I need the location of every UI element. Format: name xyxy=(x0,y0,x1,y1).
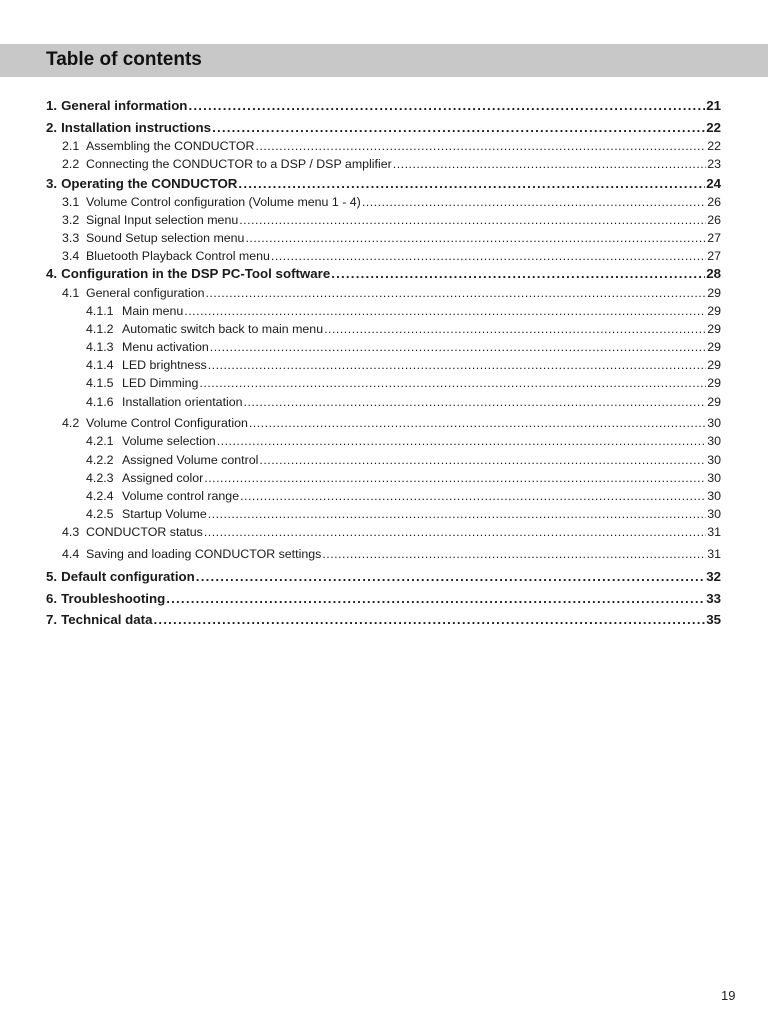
toc-entry-page: 23 xyxy=(707,157,721,171)
toc-entry-4-1-5[interactable] xyxy=(86,376,721,390)
dot-leader xyxy=(204,471,706,485)
toc-entry-number: 5. xyxy=(46,569,58,584)
toc-entry-label: Assigned Volume control xyxy=(122,453,259,467)
toc-entry-label: Assembling the CONDUCTOR xyxy=(86,139,255,153)
toc-entry-page: 30 xyxy=(707,507,721,521)
toc-entry-number: 4.2.3 xyxy=(86,471,114,485)
dot-leader xyxy=(217,434,707,448)
toc-entry-label: General configuration xyxy=(86,286,205,300)
toc-entry-label: LED brightness xyxy=(122,358,207,372)
toc-entry-page: 29 xyxy=(707,340,721,354)
toc-entry-6[interactable] xyxy=(46,591,721,606)
toc-entry-1[interactable] xyxy=(46,98,721,113)
toc-entry-number: 4.1.1 xyxy=(86,304,114,318)
dot-leader xyxy=(199,376,706,390)
toc-entry-number: 4.3 xyxy=(62,525,80,539)
toc-entry-number: 1. xyxy=(46,98,58,113)
toc-entry-label: Volume selection xyxy=(122,434,216,448)
toc-entry-page: 22 xyxy=(706,120,721,135)
page-number: 19 xyxy=(721,988,736,1003)
toc-entry-3[interactable] xyxy=(46,176,721,191)
toc-entry-number: 2.1 xyxy=(62,139,80,153)
toc-entry-2-1[interactable] xyxy=(62,139,721,153)
toc-entry-label: Configuration in the DSP PC-Tool software xyxy=(61,266,331,281)
toc-entry-page: 30 xyxy=(707,434,721,448)
toc-entry-page: 26 xyxy=(707,213,721,227)
toc-entry-4-2-3[interactable] xyxy=(86,471,721,485)
toc-entry-4-2-4[interactable] xyxy=(86,489,721,503)
toc-entry-number: 2.2 xyxy=(62,157,80,171)
toc-entry-4-1[interactable] xyxy=(62,286,721,300)
toc-entry-label: Sound Setup selection menu xyxy=(86,231,245,245)
toc-entry-4-1-6[interactable] xyxy=(86,395,721,409)
toc-entry-label: Technical data xyxy=(61,612,153,627)
dot-leader xyxy=(204,525,706,539)
toc-entry-page: 29 xyxy=(707,286,721,300)
toc-entry-label: Volume Control Configuration xyxy=(86,416,248,430)
toc-entry-number: 4.1.5 xyxy=(86,376,114,390)
toc-entry-number: 4.1.6 xyxy=(86,395,114,409)
toc-entry-3-2[interactable] xyxy=(62,213,721,227)
toc-entry-3-4[interactable] xyxy=(62,249,721,263)
toc-entry-page: 31 xyxy=(707,547,721,561)
title-bar xyxy=(0,44,768,77)
dot-leader xyxy=(249,416,706,430)
dot-leader xyxy=(184,304,706,318)
toc-entry-number: 7. xyxy=(46,612,58,627)
dot-leader xyxy=(259,453,706,467)
toc-entry-label: Troubleshooting xyxy=(61,591,166,606)
dot-leader xyxy=(166,591,705,606)
toc-entry-page: 29 xyxy=(707,395,721,409)
toc-entry-number: 4. xyxy=(46,266,58,281)
toc-entry-number: 3.1 xyxy=(62,195,80,209)
dot-leader xyxy=(208,507,706,521)
toc-entry-page: 27 xyxy=(707,249,721,263)
toc-entry-3-3[interactable] xyxy=(62,231,721,245)
toc-entry-page: 30 xyxy=(707,453,721,467)
toc-entry-2[interactable] xyxy=(46,120,721,135)
toc-entry-page: 28 xyxy=(706,266,721,281)
toc-entry-number: 4.4 xyxy=(62,547,80,561)
dot-leader xyxy=(331,266,705,281)
dot-leader xyxy=(245,231,706,245)
toc-entry-page: 32 xyxy=(706,569,721,584)
toc-entry-4[interactable] xyxy=(46,266,721,281)
toc-entry-label: Operating the CONDUCTOR xyxy=(61,176,238,191)
toc-entry-number: 4.1.4 xyxy=(86,358,114,372)
toc-entry-label: Saving and loading CONDUCTOR settings xyxy=(86,547,322,561)
toc-entry-page: 24 xyxy=(706,176,721,191)
toc-entry-4-4[interactable] xyxy=(62,547,721,561)
toc-entry-page: 30 xyxy=(707,489,721,503)
toc-entry-number: 4.1 xyxy=(62,286,80,300)
toc-entry-page: 30 xyxy=(707,416,721,430)
toc-entry-number: 4.1.3 xyxy=(86,340,114,354)
toc-entry-4-2[interactable] xyxy=(62,416,721,430)
dot-leader xyxy=(322,547,706,561)
toc-entry-page: 26 xyxy=(707,195,721,209)
page-title: Table of contents xyxy=(46,49,202,70)
dot-leader xyxy=(239,213,706,227)
toc-entry-page: 27 xyxy=(707,231,721,245)
toc-entry-label: Startup Volume xyxy=(122,507,207,521)
toc-entry-label: Bluetooth Playback Control menu xyxy=(86,249,270,263)
toc-entry-4-1-2[interactable] xyxy=(86,322,721,336)
toc-entry-number: 6. xyxy=(46,591,58,606)
toc-entry-label: Menu activation xyxy=(122,340,209,354)
toc-entry-page: 31 xyxy=(707,525,721,539)
toc-entry-number: 4.2.2 xyxy=(86,453,114,467)
toc-entry-number: 4.2.1 xyxy=(86,434,114,448)
dot-leader xyxy=(208,358,706,372)
toc-entry-label: Connecting the CONDUCTOR to a DSP / DSP amplifier xyxy=(86,157,392,171)
toc-entry-label: Main menu xyxy=(122,304,184,318)
toc-entry-number: 3.4 xyxy=(62,249,80,263)
toc-entry-page: 30 xyxy=(707,471,721,485)
toc-entry-label: Installation orientation xyxy=(122,395,243,409)
toc-entry-4-1-4[interactable] xyxy=(86,358,721,372)
toc-entry-page: 33 xyxy=(706,591,721,606)
dot-leader xyxy=(196,569,705,584)
dot-leader xyxy=(238,176,705,191)
toc-entry-4-1-3[interactable] xyxy=(86,340,721,354)
toc-entry-label: Automatic switch back to main menu xyxy=(122,322,324,336)
toc-entry-page: 29 xyxy=(707,322,721,336)
toc-entry-label: Assigned color xyxy=(122,471,204,485)
toc-entry-4-3[interactable] xyxy=(62,525,721,539)
toc-entry-2-2[interactable] xyxy=(62,157,721,171)
toc-entry-page: 21 xyxy=(706,98,721,113)
toc-entry-label: CONDUCTOR status xyxy=(86,525,203,539)
dot-leader xyxy=(324,322,706,336)
toc-entry-page: 22 xyxy=(707,139,721,153)
toc-entry-page: 35 xyxy=(706,612,721,627)
dot-leader xyxy=(255,139,706,153)
dot-leader xyxy=(362,195,706,209)
toc-entry-page: 29 xyxy=(707,358,721,372)
toc-entry-label: Volume Control configuration (Volume menu 1 - 4) xyxy=(86,195,361,209)
toc-entry-4-2-2[interactable] xyxy=(86,453,721,467)
toc-entry-label: General information xyxy=(61,98,188,113)
dot-leader xyxy=(210,340,706,354)
dot-leader xyxy=(205,286,706,300)
dot-leader xyxy=(153,612,705,627)
toc-entry-page: 29 xyxy=(707,376,721,390)
toc-entry-7[interactable] xyxy=(46,612,721,627)
toc-entry-number: 3.2 xyxy=(62,213,80,227)
toc-entry-number: 4.2.4 xyxy=(86,489,114,503)
toc-entry-5[interactable] xyxy=(46,569,721,584)
dot-leader xyxy=(212,120,705,135)
toc-entry-label: Signal Input selection menu xyxy=(86,213,239,227)
toc-entry-number: 3. xyxy=(46,176,58,191)
dot-leader xyxy=(188,98,705,113)
toc-entry-number: 3.3 xyxy=(62,231,80,245)
toc-entry-label: LED Dimming xyxy=(122,376,199,390)
toc-entry-4-2-5[interactable] xyxy=(86,507,721,521)
toc-entry-4-2-1[interactable] xyxy=(86,434,721,448)
toc-entry-4-1-1[interactable] xyxy=(86,304,721,318)
toc-entry-page: 29 xyxy=(707,304,721,318)
dot-leader xyxy=(240,489,706,503)
toc-entry-number: 4.2.5 xyxy=(86,507,114,521)
toc-entry-3-1[interactable] xyxy=(62,195,721,209)
dot-leader xyxy=(244,395,707,409)
toc-entry-label: Volume control range xyxy=(122,489,240,503)
toc-entry-number: 4.2 xyxy=(62,416,80,430)
toc-entry-label: Default configuration xyxy=(61,569,195,584)
toc-entry-label: Installation instructions xyxy=(61,120,212,135)
dot-leader xyxy=(393,157,706,171)
dot-leader xyxy=(271,249,706,263)
toc-entry-number: 4.1.2 xyxy=(86,322,114,336)
toc-entry-number: 2. xyxy=(46,120,58,135)
